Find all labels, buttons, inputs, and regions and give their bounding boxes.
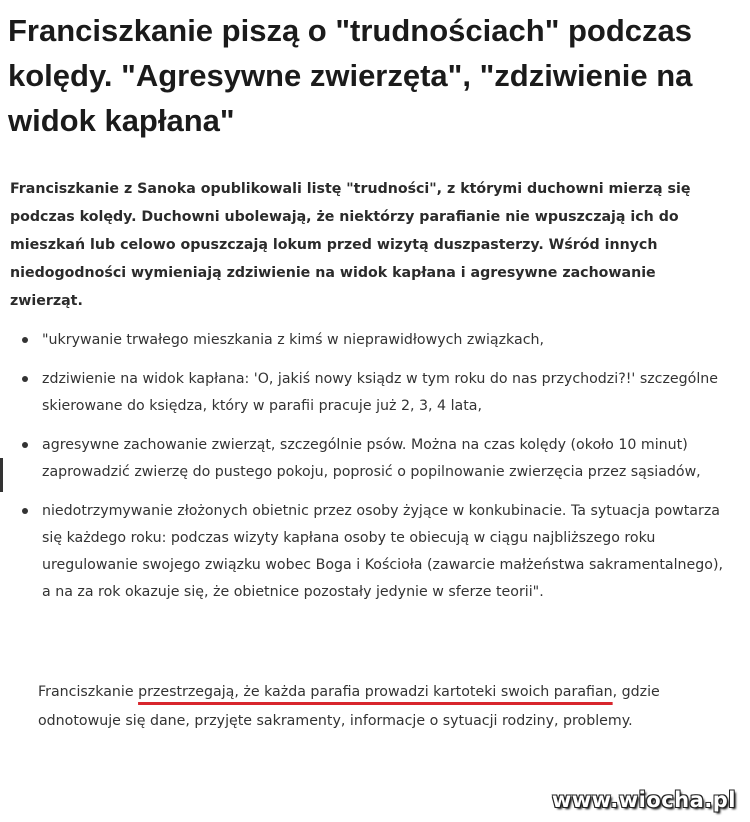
list-item-text: niedotrzymywanie złożonych obietnic przez osoby żyjące w konkubinacie. Ta sytuacja powtarza się każdego roku: podczas wizyty kapłana osoby te obiecują w ciągu najbliższego roku uregulowanie swojego związku wobec Boga i Kościoła (zawarcie małżeństwa sakramentalnego), a na za rok okazuje się, że obietnice pozostały jedynie w sferze teorii". [42, 503, 723, 600]
article-headline: Franciszkanie piszą o "trudnościach" podczas kolędy. "Agresywne zwierzęta", "zdziwienie na widok kapłana" [8, 13, 693, 138]
bullet-icon [22, 337, 28, 343]
closing-text-start: Franciszkanie [38, 684, 139, 700]
difficulties-list [0, 327, 740, 618]
list-item-text: "ukrywanie trwałego mieszkania z kimś w nieprawidłowych związkach, [42, 332, 545, 348]
article-closing-paragraph [38, 678, 738, 736]
list-item [0, 366, 740, 420]
list-item [0, 498, 740, 606]
left-edge-marker [0, 458, 3, 492]
highlighted-phrase: przestrzegają, że każda parafia prowadzi kartoteki swoich parafian [138, 684, 613, 700]
bullet-icon [22, 442, 28, 448]
list-item-text: agresywne zachowanie zwierząt, szczególnie psów. Można na czas kolędy (około 10 minut) zaprowadzić zwierzę do pustego pokoju, poprosić o popilnowanie zwierzęcia przez sąsiadów, [42, 437, 701, 480]
list-item-text: zdziwienie na widok kapłana: 'O, jakiś nowy ksiądz w tym roku do nas przychodzi?!' szczególne skierowane do księdza, który w parafii pracuje już 2, 3, 4 lata, [42, 371, 718, 414]
article-lead: Franciszkanie z Sanoka opublikowali listę "trudności", z którymi duchowni mierzą się podczas kolędy. Duchowni ubolewają, że niektórzy parafianie nie wpuszczają ich do mieszkań lub celowo opuszczają lokum przed wizytą duszpasterzy. Wśród innych niedogodności wymieniają zdziwienie na widok kapłana i agresywne zachowanie zwierząt. [10, 181, 691, 309]
closing-text-end: , gdzie odnotowuje się dane, przyjęte sakramenty, informacje o sytuacji rodziny, problemy. [38, 684, 660, 729]
bullet-icon [22, 508, 28, 514]
bullet-icon [22, 376, 28, 382]
site-watermark: www.wiocha.pl [551, 788, 736, 812]
list-item [0, 327, 740, 354]
list-item [0, 432, 740, 486]
